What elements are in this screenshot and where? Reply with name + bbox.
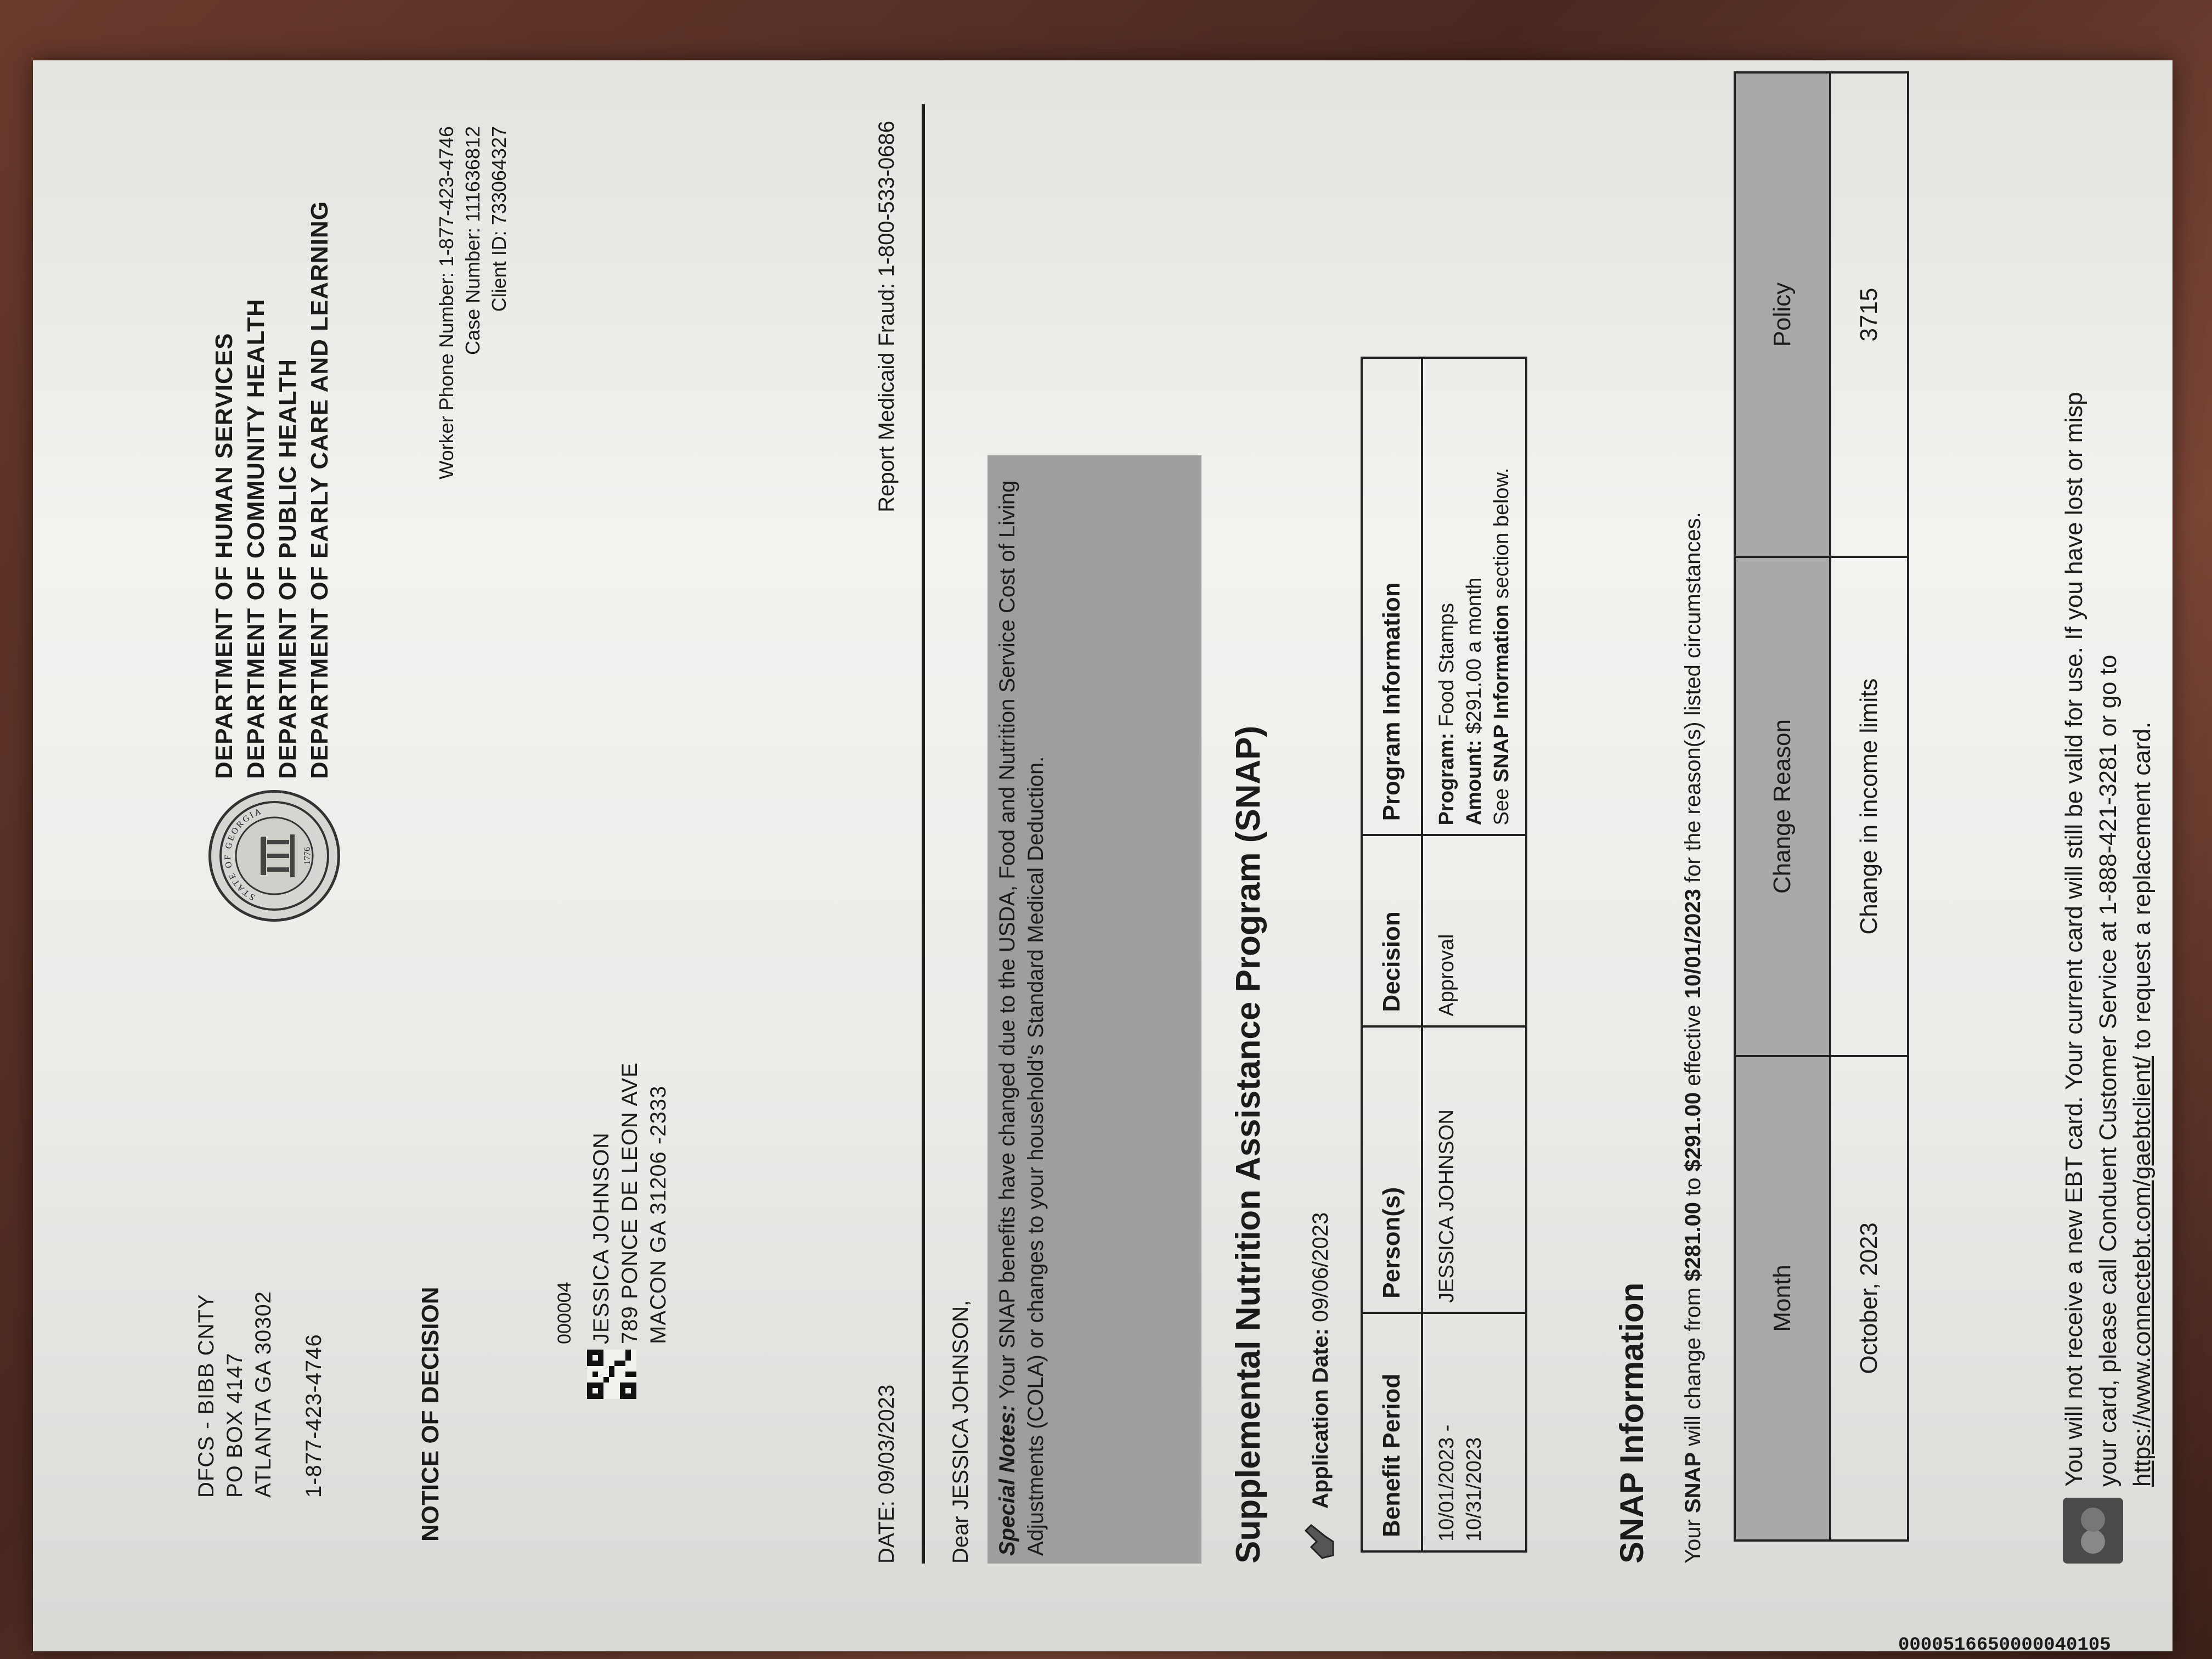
application-date-value: 09/06/2023: [1308, 1212, 1333, 1322]
change-bold: $281.00: [1681, 1202, 1705, 1282]
change-bold: 10/01/2023: [1681, 889, 1705, 999]
divider: [922, 104, 925, 1564]
ebt-card-icon: [2063, 1498, 2123, 1564]
return-address-line2: PO BOX 4147: [223, 1352, 247, 1498]
special-notes-line1: Your SNAP benefits have changed due to the USDA, Food and Nutrition Service Cost of Living: [995, 480, 1019, 1399]
notice-date: DATE: 09/03/2023: [874, 1384, 899, 1564]
see-prefix: See: [1490, 788, 1513, 826]
department-line: DEPARTMENT OF PUBLIC HEALTH: [274, 359, 301, 779]
ebt-notice-line3: to request a replacement card.: [2129, 721, 2155, 1056]
return-address: [192, 1291, 328, 1498]
snap-info-heading: SNAP Information: [1613, 1282, 1650, 1564]
department-line: DEPARTMENT OF EARLY CARE AND LEARNING: [306, 201, 333, 779]
return-address-line3: ATLANTA GA 30302: [251, 1291, 275, 1498]
decision-table: [1361, 357, 1527, 1553]
special-notes-label: Special Notes:: [995, 1404, 1019, 1556]
georgia-state-seal-icon: [208, 790, 340, 922]
column-header: Benefit Period: [1362, 1313, 1422, 1551]
qr-code-icon: [587, 1350, 636, 1399]
column-header: Person(s): [1362, 1026, 1422, 1313]
see-suffix: section below.: [1490, 467, 1513, 599]
recipient-name: JESSICA JOHNSON: [589, 1132, 613, 1344]
change-text: will change from: [1681, 1287, 1705, 1446]
table-row: [1830, 72, 1908, 1541]
special-notes-box: [988, 455, 1201, 1564]
ebt-notice: [2057, 71, 2159, 1487]
return-address-line1: DFCS - BIBB CNTY: [194, 1294, 218, 1498]
program-heading: Supplemental Nutrition Assistance Program (SNAP): [1229, 725, 1267, 1564]
worker-phone: Worker Phone Number: 1-877-423-4746: [435, 126, 458, 479]
table-header-row: [1362, 358, 1422, 1551]
department-line: DEPARTMENT OF HUMAN SERVICES: [211, 332, 238, 779]
change-text: Your: [1681, 1519, 1705, 1564]
program-label: Program:: [1435, 732, 1458, 826]
program-value: Food Stamps: [1435, 602, 1458, 727]
recipient-sequence: 000004: [554, 1282, 575, 1344]
column-header: Policy: [1735, 72, 1830, 557]
return-address-phone: 1-877-423-4746: [302, 1334, 326, 1498]
table-header-row: [1735, 72, 1830, 1541]
column-header: Program Information: [1362, 358, 1422, 835]
table-row: [1422, 358, 1526, 1551]
amount-label: Amount:: [1463, 740, 1486, 826]
barcode-number: 0000516650000040105: [1898, 1635, 2111, 1656]
policy-cell: 3715: [1830, 72, 1908, 557]
month-cell: October, 2023: [1830, 1056, 1908, 1541]
ebt-notice-line2: your card, please call Conduent Customer Service at 1-888-421-3281 or go to: [2095, 654, 2121, 1487]
benefit-period-cell: 10/01/2023 - 10/31/2023: [1422, 1313, 1526, 1551]
department-header: [208, 201, 336, 779]
seal-ring-text: STATE OF GEORGIA: [223, 806, 264, 902]
application-date-label: Application Date:: [1308, 1328, 1333, 1509]
column-header: Decision: [1362, 835, 1422, 1026]
worker-info: [433, 126, 512, 620]
case-number: Case Number: 111636812: [461, 126, 484, 355]
decision-cell: Approval: [1422, 835, 1526, 1026]
fraud-line: Report Medicaid Fraud: 1-800-533-0686: [874, 121, 899, 512]
client-id: Client ID: 733064327: [488, 126, 510, 312]
change-reason-cell: Change in income limits: [1830, 557, 1908, 1056]
column-header: Change Reason: [1735, 557, 1830, 1056]
special-notes-line2: Adjustments (COLA) or changes to your household's Standard Medical Deduction.: [1024, 756, 1048, 1556]
change-text: effective: [1681, 1005, 1705, 1086]
ebt-notice-line1: You will not receive a new EBT card. Your current card will still be valid for use. If you have lost or misp: [2061, 392, 2087, 1487]
column-header: Month: [1735, 1056, 1830, 1541]
program-information-cell: [1422, 358, 1526, 835]
hand-pointer-icon: [1295, 1520, 1339, 1564]
persons-cell: JESSICA JOHNSON: [1422, 1026, 1526, 1313]
recipient-city: MACON GA 31206 -2333: [646, 1085, 670, 1344]
notice-title: NOTICE OF DECISION: [417, 1286, 444, 1542]
notice-letter: [33, 60, 2172, 1656]
amount-value: $291.00 a month: [1463, 577, 1486, 734]
recipient-address: [587, 1062, 673, 1344]
greeting: Dear JESSICA JOHNSON,: [949, 1300, 973, 1564]
ebt-replacement-link[interactable]: https://www.connectebt.com/gaebtclient/: [2129, 1056, 2155, 1487]
see-bold: SNAP Information: [1490, 604, 1513, 783]
department-line: DEPARTMENT OF COMMUNITY HEALTH: [242, 298, 269, 779]
recipient-street: 789 PONCE DE LEON AVE: [618, 1062, 642, 1344]
change-table: [1734, 71, 1909, 1542]
change-text: to: [1681, 1177, 1705, 1196]
change-bold: $291.00: [1681, 1092, 1705, 1172]
seal-year: 1776: [303, 847, 312, 865]
change-sentence: [1679, 512, 1707, 1564]
change-text: for the reason(s) listed circumstances.: [1681, 512, 1705, 883]
application-date: [1308, 1212, 1333, 1509]
change-bold: SNAP: [1681, 1452, 1705, 1514]
